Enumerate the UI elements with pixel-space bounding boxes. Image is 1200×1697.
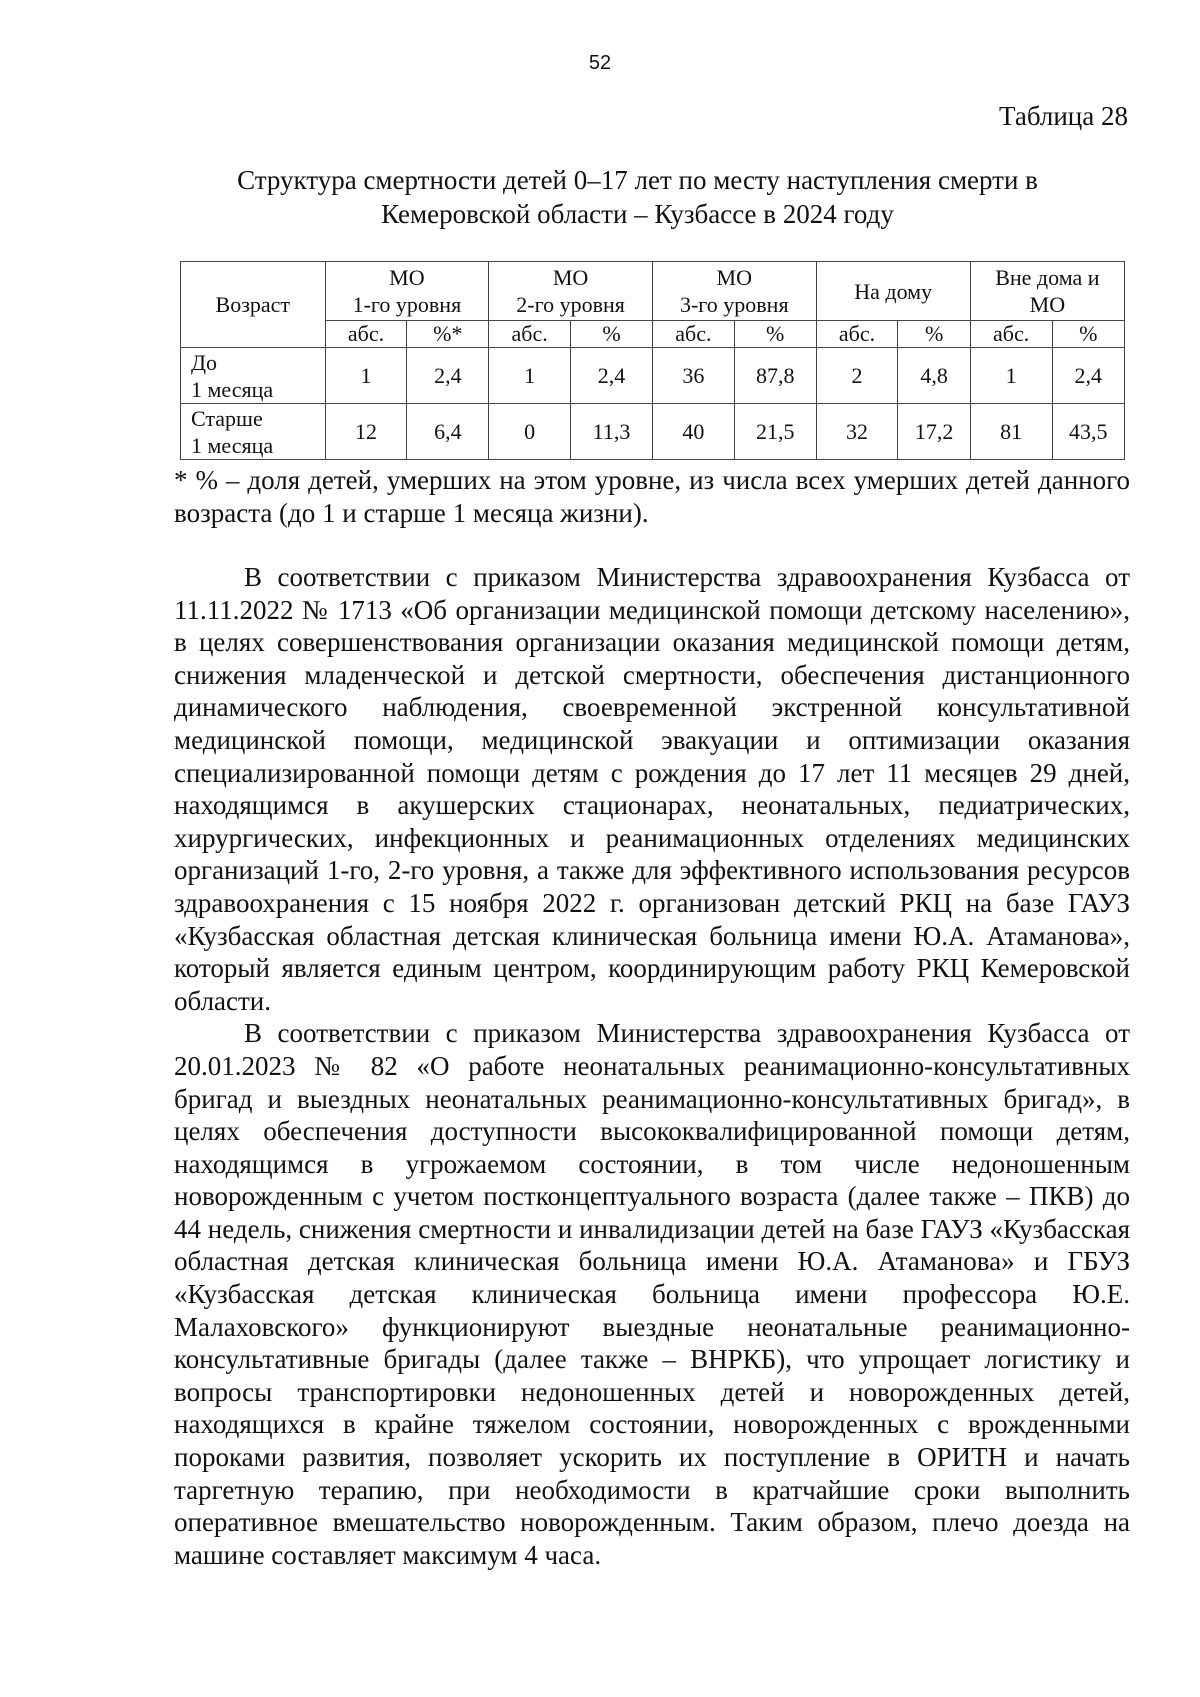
- table-cell: 21,5: [734, 404, 816, 460]
- table-cell: 2,4: [407, 348, 489, 404]
- table-footnote: * % – доля детей, умерших на этом уровне, из числа всех умерших детей данного возраста (до 1 и старше 1 месяца жизни).: [174, 465, 1130, 528]
- page-number: 52: [588, 52, 612, 74]
- table-cell: 6,4: [407, 404, 489, 460]
- subheader-cell: %: [571, 321, 653, 348]
- table-cell: 2,4: [571, 348, 653, 404]
- table-title-line2: Кемеровской области – Кузбассе в 2024 году: [381, 199, 894, 229]
- table-cell: 32: [816, 404, 898, 460]
- subheader-cell: абс.: [489, 321, 571, 348]
- table-cell: 17,2: [898, 404, 970, 460]
- mortality-table: [180, 261, 1125, 460]
- table-cell: 4,8: [898, 348, 970, 404]
- subheader-cell: абс.: [652, 321, 734, 348]
- table-cell: 2: [816, 348, 898, 404]
- group-header-mo2: МО 2-го уровня: [489, 262, 653, 321]
- table-cell: 81: [970, 404, 1052, 460]
- table-title: [175, 163, 1100, 231]
- paragraph: В соответствии с приказом Министерства здравоохранения Кузбасса от 11.11.2022 № 1713 «Об организации медицинской помощи детскому населению», в целях совершенствования организации оказания медицинской помощи детям, снижения младенческой и детской смертности, обеспечения дистанционного динамического наблюдения, своевременной экстренной консультативной медицинской помощи, медицинской эвакуации и оптимизации оказания специализированной помощи детям с рождения до 17 лет 11 месяцев 29 дней, находящимся в акушерских стационарах, неонатальных, педиатрических, хирургических, инфекционных и реанимационных отделениях медицинских организаций 1-го, 2-го уровня, а также для эффективного использования ресурсов здравоохранения с 15 ноября 2022 г. организован детский РКЦ на базе ГАУЗ «Кузбасская областная детская клиническая больница имени Ю.А. Атаманова», который является единым центром, координирующим работу РКЦ Кемеровской области.: [174, 562, 1130, 1016]
- table-cell: 36: [652, 348, 734, 404]
- table-cell: 2,4: [1052, 348, 1124, 404]
- subheader-cell: %: [898, 321, 970, 348]
- age-cell: Старше 1 месяца: [181, 404, 326, 460]
- table-cell: 12: [325, 404, 407, 460]
- table-cell: 43,5: [1052, 404, 1124, 460]
- table-cell: 87,8: [734, 348, 816, 404]
- table-cell: 40: [652, 404, 734, 460]
- subheader-cell: %*: [407, 321, 489, 348]
- group-header-mo3: МО 3-го уровня: [652, 262, 816, 321]
- table-cell: 1: [489, 348, 571, 404]
- table-header-row: [181, 262, 1125, 321]
- table-cell: 1: [325, 348, 407, 404]
- subheader-cell: абс.: [325, 321, 407, 348]
- subheader-cell: абс.: [970, 321, 1052, 348]
- age-header: Возраст: [181, 262, 326, 348]
- table-cell: 0: [489, 404, 571, 460]
- table-cell: 11,3: [571, 404, 653, 460]
- paragraph: В соответствии с приказом Министерства здравоохранения Кузбасса от 20.01.2023 № 82 «О работе неонатальных реанимационно-консультативных бригад и выездных неонатальных реанимационно-консультативных бригад», в целях обеспечения доступности высококвалифицированной помощи детям, находящимся в угрожаемом состоянии, в том числе недоношенным новорожденным с учетом постконцептуального возраста (далее также – ПКВ) до 44 недель, снижения смертности и инвалидизации детей на базе ГАУЗ «Кузбасская областная детская клиническая больница имени Ю.А. Атаманова» и ГБУЗ «Кузбасская детская клиническая больница имени профессора Ю.Е. Малаховского» функционируют выездные неонатальные реанимационно-консультативные бригады (далее также – ВНРКБ), что упрощает логистику и вопросы транспортировки недоношенных детей и новорожденных детей, находящихся в крайне тяжелом состоянии, новорожденных с врожденными пороками развития, позволяет ускорить их поступление в ОРИТН и начать таргетную терапию, при необходимости в кратчайшие сроки выполнить оперативное вмешательство новорожденным. Таким образом, плечо доезда на машине составляет максимум 4 часа.: [174, 1018, 1130, 1570]
- body-text: [174, 561, 1130, 1571]
- group-header-outside: Вне дома и МО: [970, 262, 1124, 321]
- table-label: Таблица 28: [999, 101, 1128, 131]
- group-header-home: На дому: [816, 262, 970, 321]
- subheader-cell: %: [1052, 321, 1124, 348]
- subheader-cell: абс.: [816, 321, 898, 348]
- table-row: [181, 348, 1125, 404]
- age-cell: До 1 месяца: [181, 348, 326, 404]
- group-header-mo1: МО 1-го уровня: [325, 262, 489, 321]
- table-title-line1: Структура смертности детей 0–17 лет по месту наступления смерти в: [237, 165, 1038, 195]
- table-cell: 1: [970, 348, 1052, 404]
- table-row: [181, 404, 1125, 460]
- subheader-cell: %: [734, 321, 816, 348]
